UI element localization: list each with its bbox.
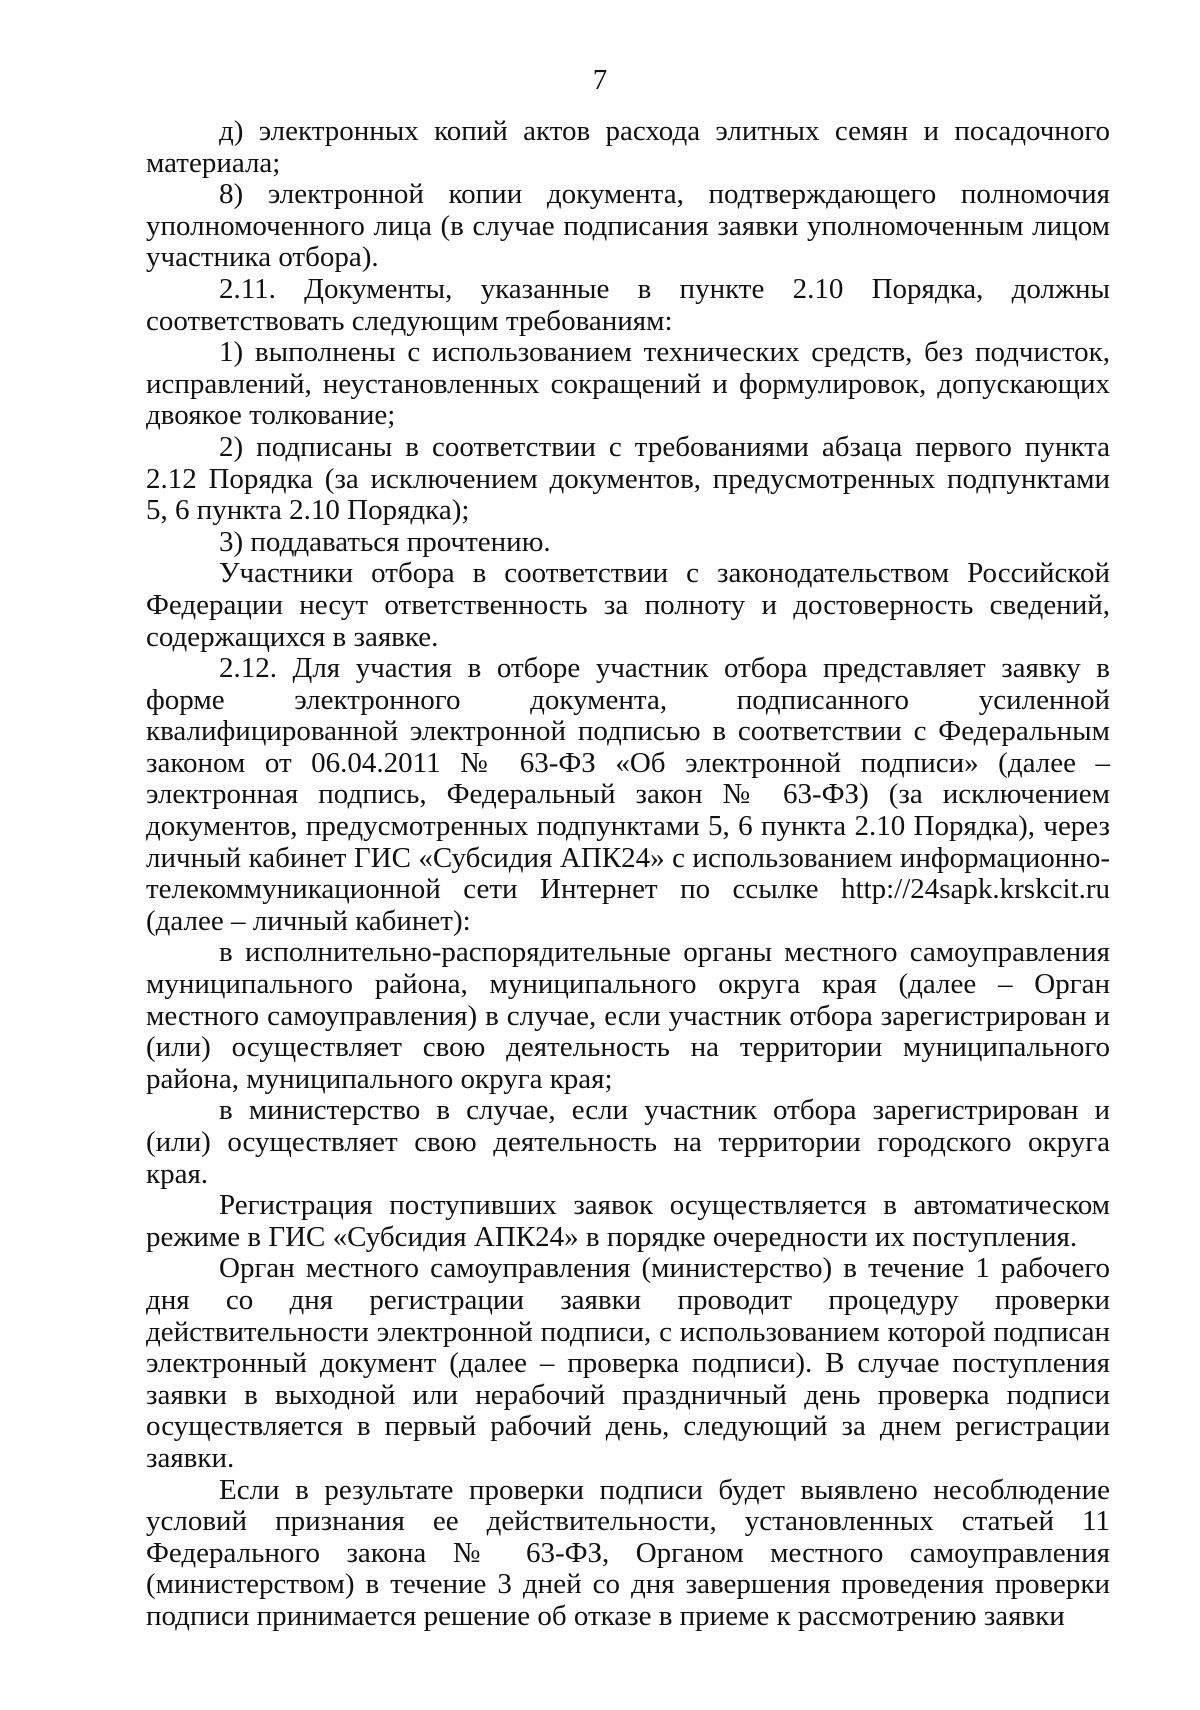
paragraph-requirement-1: 1) выполнены с использованием технических средств, без подчисток, исправлений, неустановленных сокращений и формулировок, допускающих двоякое толкование; bbox=[146, 336, 1110, 432]
paragraph-item-8: 8) электронной копии документа, подтверждающего полномочия уполномоченного лица (в случае подписания заявки уполномоченным лицом участника отбора). bbox=[146, 178, 1110, 274]
paragraph-signature-check: Орган местного самоуправления (министерство) в течение 1 рабочего дня со дня регистрации заявки проводит процедуру проверки действительности электронной подписи, с использованием которой подписан электронный документ (далее – проверка подписи). В случае поступления заявки в выходной или нерабочий праздничный день проверка подписи осуществляется в первый рабочий день, следующий за днем регистрации заявки. bbox=[146, 1252, 1110, 1474]
paragraph-participants-responsibility: Участники отбора в соответствии с законодательством Российской Федерации несут ответственность за полноту и достоверность сведений, содержащихся в заявке. bbox=[146, 557, 1110, 653]
paragraph-municipal-bodies: в исполнительно-распорядительные органы местного самоуправления муниципального района, муниципального округа края (далее – Орган местного самоуправления) в случае, если участник отбора зарегистрирован и (или) осуществляет свою деятельность на территории муниципального района, муниципального округа края; bbox=[146, 936, 1110, 1095]
paragraph-requirement-3: 3) поддаваться прочтению. bbox=[219, 525, 551, 558]
paragraph-item-d: д) электронных копий актов расхода элитных семян и посадочного материала; bbox=[146, 115, 1110, 179]
paragraph-ministry: в министерство в случае, если участник отбора зарегистрирован и (или) осуществляет свою деятельность на территории городского округа края. bbox=[146, 1094, 1110, 1190]
paragraph-clause-2-12: 2.12. Для участия в отборе участник отбора представляет заявку в форме электронного документа, подписанного усиленной квалифицированной электронной подписью в соответствии с Федеральным законом от 06.04.2011 № 63-ФЗ «Об электронной подписи» (далее – электронная подпись, Федеральный закон № 63-ФЗ) (за исключением документов, предусмотренных подпунктами 5, 6 пункта 2.10 Порядка), через личный кабинет ГИС «Субсидия АПК24» с использованием информационно-телекоммуникационной сети Интернет по ссылке http://24sapk.krskcit.ru (далее – личный кабинет): bbox=[146, 652, 1110, 937]
paragraph-clause-2-11: 2.11. Документы, указанные в пункте 2.10 Порядка, должны соответствовать следующим требованиям: bbox=[146, 272, 1110, 337]
paragraph-signature-refusal: Если в результате проверки подписи будет выявлено несоблюдение условий признания ее действительности, установленных статьей 11 Федерального закона № 63-ФЗ, Органом местного самоуправления (министерством) в течение 3 дней со дня завершения проведения проверки подписи принимается решение об отказе в приеме к рассмотрению заявки bbox=[146, 1473, 1110, 1632]
document-body bbox=[146, 116, 1110, 1633]
paragraph-registration: Регистрация поступивших заявок осуществляется в автоматическом режиме в ГИС «Субсидия АПК24» в порядке очередности их поступления. bbox=[146, 1189, 1110, 1253]
page-number: 7 bbox=[592, 64, 608, 96]
paragraph-requirement-2: 2) подписаны в соответствии с требованиями абзаца первого пункта 2.12 Порядка (за исключением документов, предусмотренных подпунктами 5, 6 пункта 2.10 Порядка); bbox=[146, 430, 1110, 527]
